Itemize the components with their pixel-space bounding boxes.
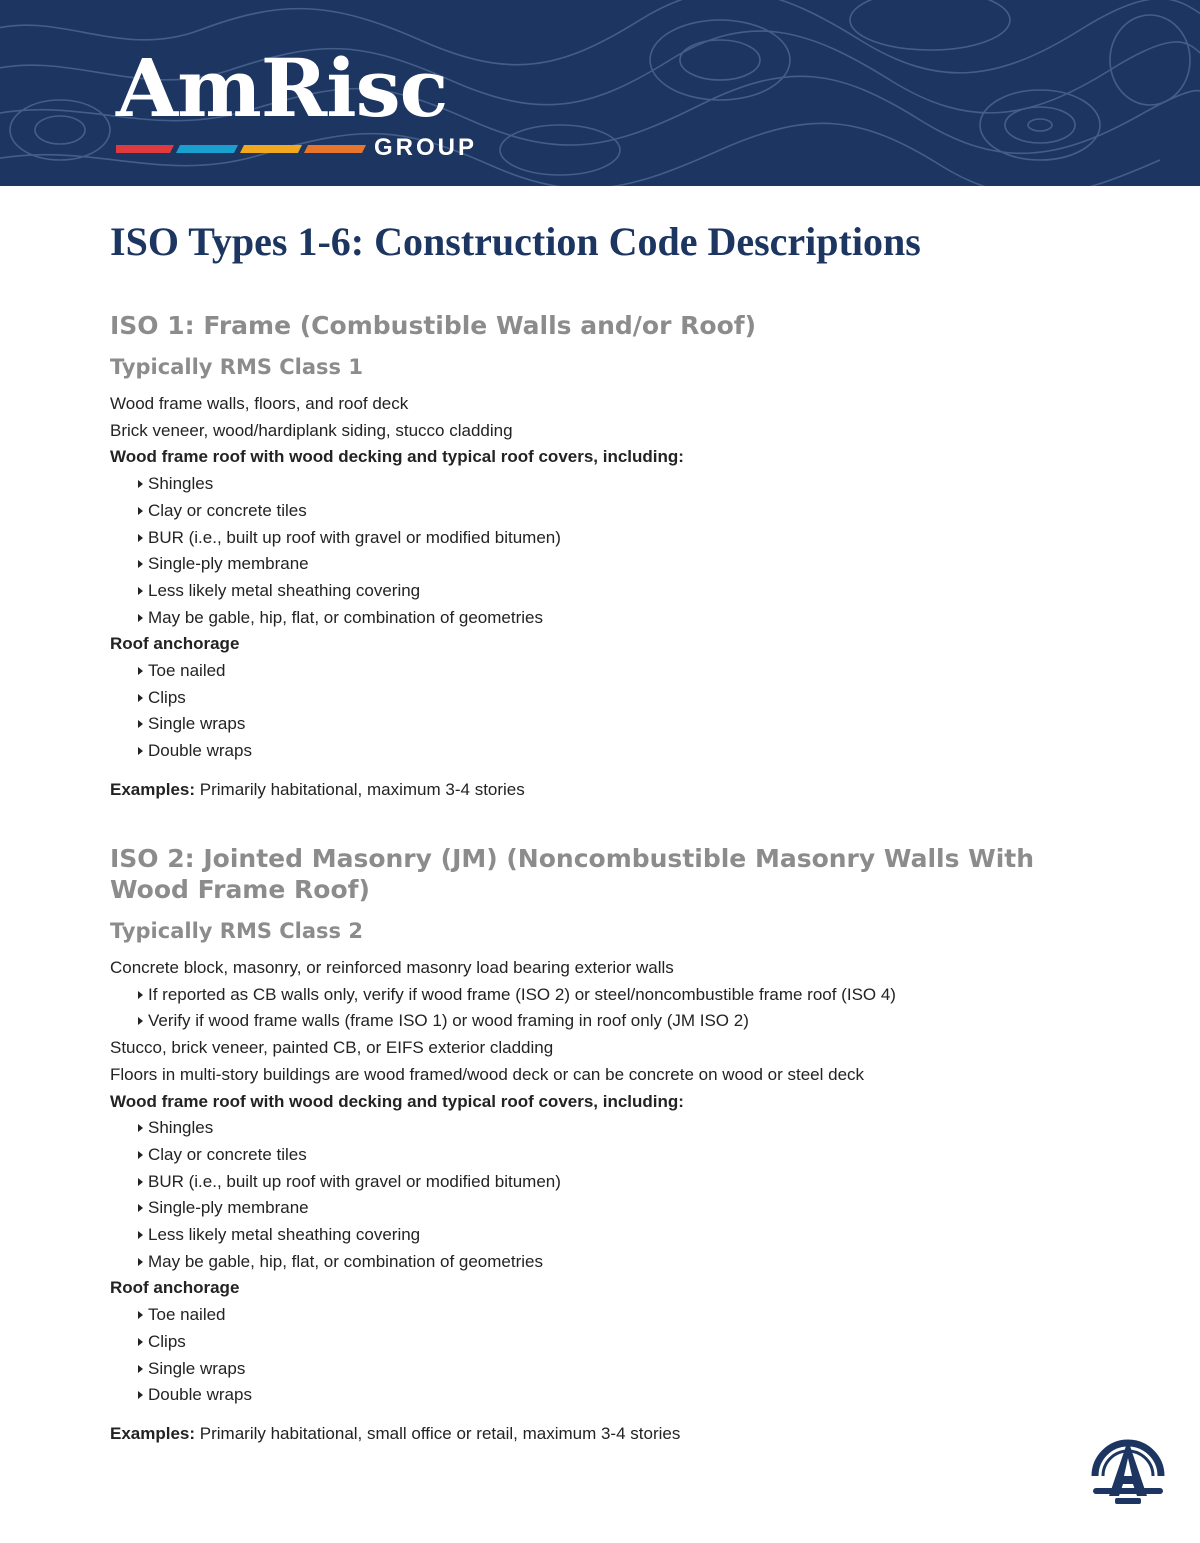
bullet-arrow-icon [138,991,143,999]
roof-cover-list [110,471,1090,631]
anchorage-list [110,658,1090,765]
section-class-label: Typically RMS Class 2 [110,919,363,943]
logo-bar-red [116,145,174,153]
amrisc-logo [116,40,496,170]
roof-cover-heading: Wood frame roof with wood decking and typical roof covers, including: [110,447,684,467]
bullet-arrow-icon [138,1151,143,1159]
list-item: Clips [138,685,1090,712]
logo-wordmark: AmRisc [116,41,448,135]
bullet-arrow-icon [138,1338,143,1346]
examples-label: Examples: [110,1423,196,1443]
examples-text: Primarily habitational, small office or retail, maximum 3-4 stories [195,1423,681,1443]
logo-bar-orange [304,145,366,153]
section-heading: ISO 1: Frame (Combustible Walls and/or Roof) [110,311,757,340]
page-title: ISO Types 1-6: Construction Code Descriptions [110,219,921,264]
body-line: Wood frame walls, floors, and roof deck [110,394,409,413]
list-item: If reported as CB walls only, verify if wood frame (ISO 2) or steel/noncombustible frame roof (ISO 4) [138,982,1090,1009]
body-line: Concrete block, masonry, or reinforced masonry load bearing exterior walls [110,958,674,977]
list-item: Toe nailed [138,1302,1090,1329]
list-item: Double wraps [138,738,1090,765]
bullet-arrow-icon [138,694,143,702]
anchorage-heading: Roof anchorage [110,634,240,654]
list-item: Clay or concrete tiles [138,498,1090,525]
body-line: Stucco, brick veneer, painted CB, or EIFS exterior cladding [110,1038,554,1058]
list-item: BUR (i.e., built up roof with gravel or modified bitumen) [138,525,1090,552]
list-item: Less likely metal sheathing covering [138,578,1090,605]
bullet-arrow-icon [138,614,143,622]
header-banner [0,0,1200,186]
wall-note-list [110,982,1090,1035]
bullet-arrow-icon [138,560,143,568]
section-iso-1 [110,310,1090,804]
list-item: May be gable, hip, flat, or combination of geometries [138,1249,1090,1276]
bullet-arrow-icon [138,507,143,515]
bullet-arrow-icon [138,534,143,542]
list-item: Less likely metal sheathing covering [138,1222,1090,1249]
bullet-arrow-icon [138,667,143,675]
list-item: Single-ply membrane [138,1195,1090,1222]
list-item: Single wraps [138,711,1090,738]
examples-label: Examples: [110,779,196,799]
bullet-arrow-icon [138,1124,143,1132]
list-item: May be gable, hip, flat, or combination of geometries [138,605,1090,632]
body-line: Floors in multi-story buildings are wood framed/wood deck or can be concrete on wood or steel deck [110,1064,865,1084]
bullet-arrow-icon [138,1017,143,1025]
list-item: Verify if wood frame walls (frame ISO 1) or wood framing in roof only (JM ISO 2) [138,1008,1090,1035]
bullet-arrow-icon [138,1365,143,1373]
logo-subtitle: GROUP [374,134,478,161]
amrisc-a-emblem-icon [1085,1432,1171,1508]
bullet-arrow-icon [138,1258,143,1266]
bullet-arrow-icon [138,1178,143,1186]
list-item: Shingles [138,1115,1090,1142]
logo-bar-yellow [240,145,302,153]
bullet-arrow-icon [138,1391,143,1399]
logo-color-bars [116,145,366,153]
list-item: Double wraps [138,1382,1090,1409]
list-item: Single-ply membrane [138,551,1090,578]
roof-cover-heading: Wood frame roof with wood decking and typical roof covers, including: [110,1091,684,1111]
list-item: Clips [138,1329,1090,1356]
body-line: Brick veneer, wood/hardiplank siding, stucco cladding [110,420,513,440]
bullet-arrow-icon [138,1311,143,1319]
logo-bar-blue [176,145,238,153]
bullet-arrow-icon [138,587,143,595]
section-class-label: Typically RMS Class 1 [110,355,363,379]
bullet-arrow-icon [138,747,143,755]
list-item: BUR (i.e., built up roof with gravel or modified bitumen) [138,1169,1090,1196]
examples-text: Primarily habitational, maximum 3-4 stories [195,779,525,799]
anchorage-heading: Roof anchorage [110,1278,240,1298]
bullet-arrow-icon [138,1204,143,1212]
section-iso-2 [110,843,1090,1448]
examples-line [110,1421,1090,1448]
list-item: Shingles [138,471,1090,498]
roof-cover-list [110,1115,1090,1275]
section-heading: ISO 2: Jointed Masonry (JM) (Noncombustible Masonry Walls With Wood Frame Roof) [110,844,1035,904]
examples-line [110,777,1090,804]
bullet-arrow-icon [138,720,143,728]
list-item: Single wraps [138,1356,1090,1383]
bullet-arrow-icon [138,480,143,488]
list-item: Clay or concrete tiles [138,1142,1090,1169]
anchorage-list [110,1302,1090,1409]
list-item: Toe nailed [138,658,1090,685]
bullet-arrow-icon [138,1231,143,1239]
